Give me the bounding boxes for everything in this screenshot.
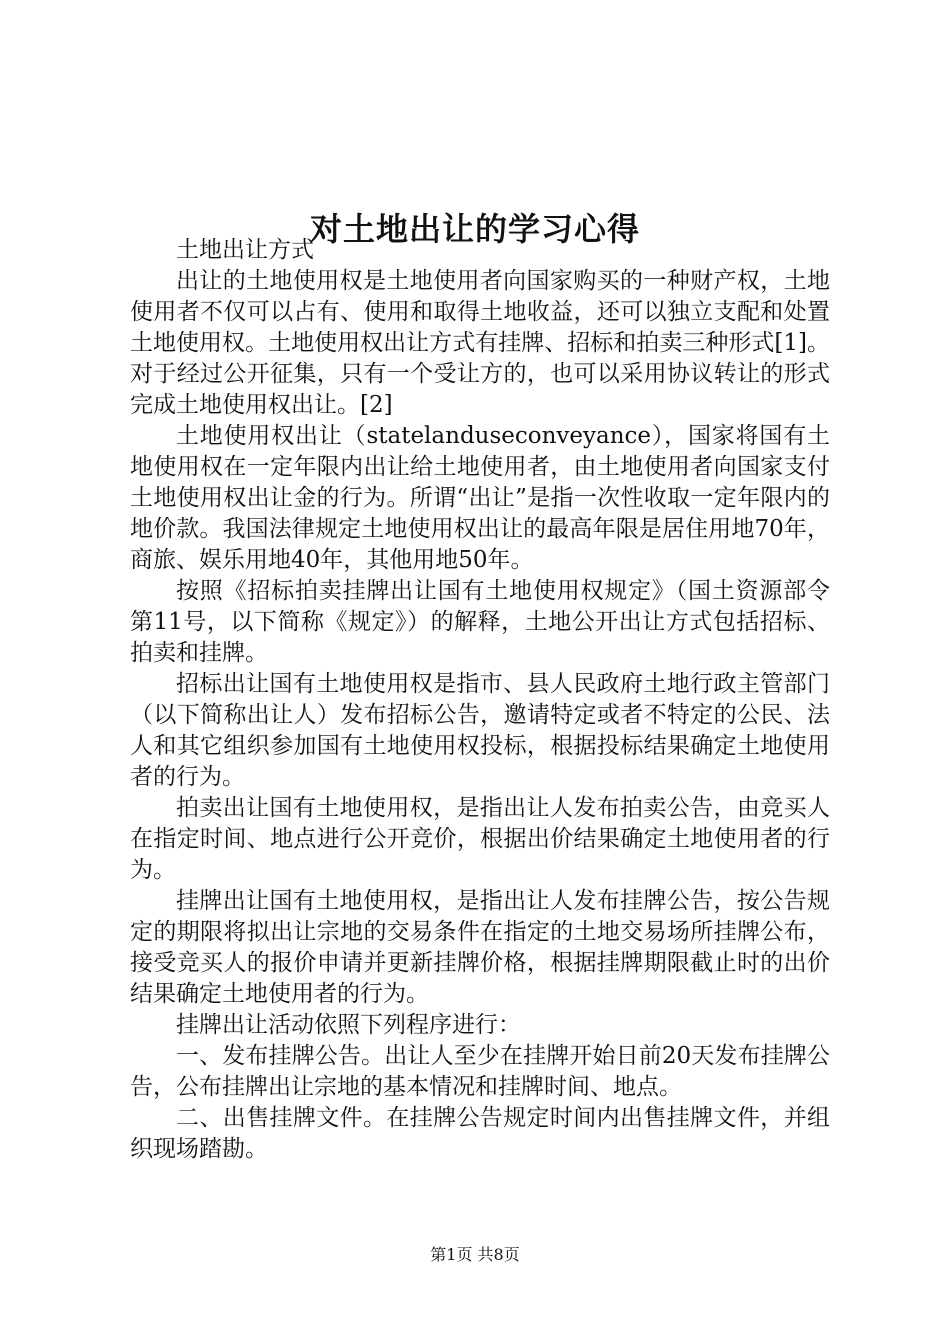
paragraph: 出让的土地使用权是土地使用者向国家购买的一种财产权，土地使用者不仅可以占有、使用和取得土地收益，还可以独立支配和处置土地使用权。土地使用权出让方式有挂牌、招标和拍卖三种形式[1]。对于经过公开征集，只有一个受让方的，也可以采用协议转让的形式完成土地使用权出让。[2] (130, 268, 830, 418)
document-body (130, 235, 830, 1165)
page-number-footer: 第1页 共8页 (430, 1245, 520, 1264)
paragraph-heading: 土地出让方式 (176, 237, 314, 263)
paragraph: 二、出售挂牌文件。在挂牌公告规定时间内出售挂牌文件，并组织现场踏勘。 (130, 1105, 830, 1162)
paragraph: 土地使用权出让（statelanduseconveyance），国家将国有土地使用权在一定年限内出让给土地使用者，由土地使用者向国家支付土地使用权出让金的行为。所谓“出让”是指一次性收取一定年限内的地价款。我国法律规定土地使用权出让的最高年限是居住用地70年，商旅、娱乐用地40年，其他用地50年。 (130, 423, 830, 573)
paragraph: 一、发布挂牌公告。出让人至少在挂牌开始日前20天发布挂牌公告，公布挂牌出让宗地的基本情况和挂牌时间、地点。 (130, 1043, 830, 1100)
paragraph: 拍卖出让国有土地使用权，是指出让人发布拍卖公告，由竞买人在指定时间、地点进行公开竞价，根据出价结果确定土地使用者的行为。 (130, 795, 830, 883)
page-title: 对土地出让的学习心得 (309, 210, 640, 249)
paragraph: 挂牌出让国有土地使用权，是指出让人发布挂牌公告，按公告规定的期限将拟出让宗地的交易条件在指定的土地交易场所挂牌公布，接受竞买人的报价申请并更新挂牌价格，根据挂牌期限截止时的出价结果确定土地使用者的行为。 (130, 888, 830, 1007)
paragraph: 按照《招标拍卖挂牌出让国有土地使用权规定》（国土资源部令第11号，以下简称《规定》）的解释，土地公开出让方式包括招标、拍卖和挂牌。 (130, 578, 830, 666)
paragraph: 挂牌出让活动依照下列程序进行： (176, 1012, 521, 1038)
paragraph: 招标出让国有土地使用权是指市、县人民政府土地行政主管部门（以下简称出让人）发布招标公告，邀请特定或者不特定的公民、法人和其它组织参加国有土地使用权投标，根据投标结果确定土地使用者的行为。 (130, 671, 830, 790)
